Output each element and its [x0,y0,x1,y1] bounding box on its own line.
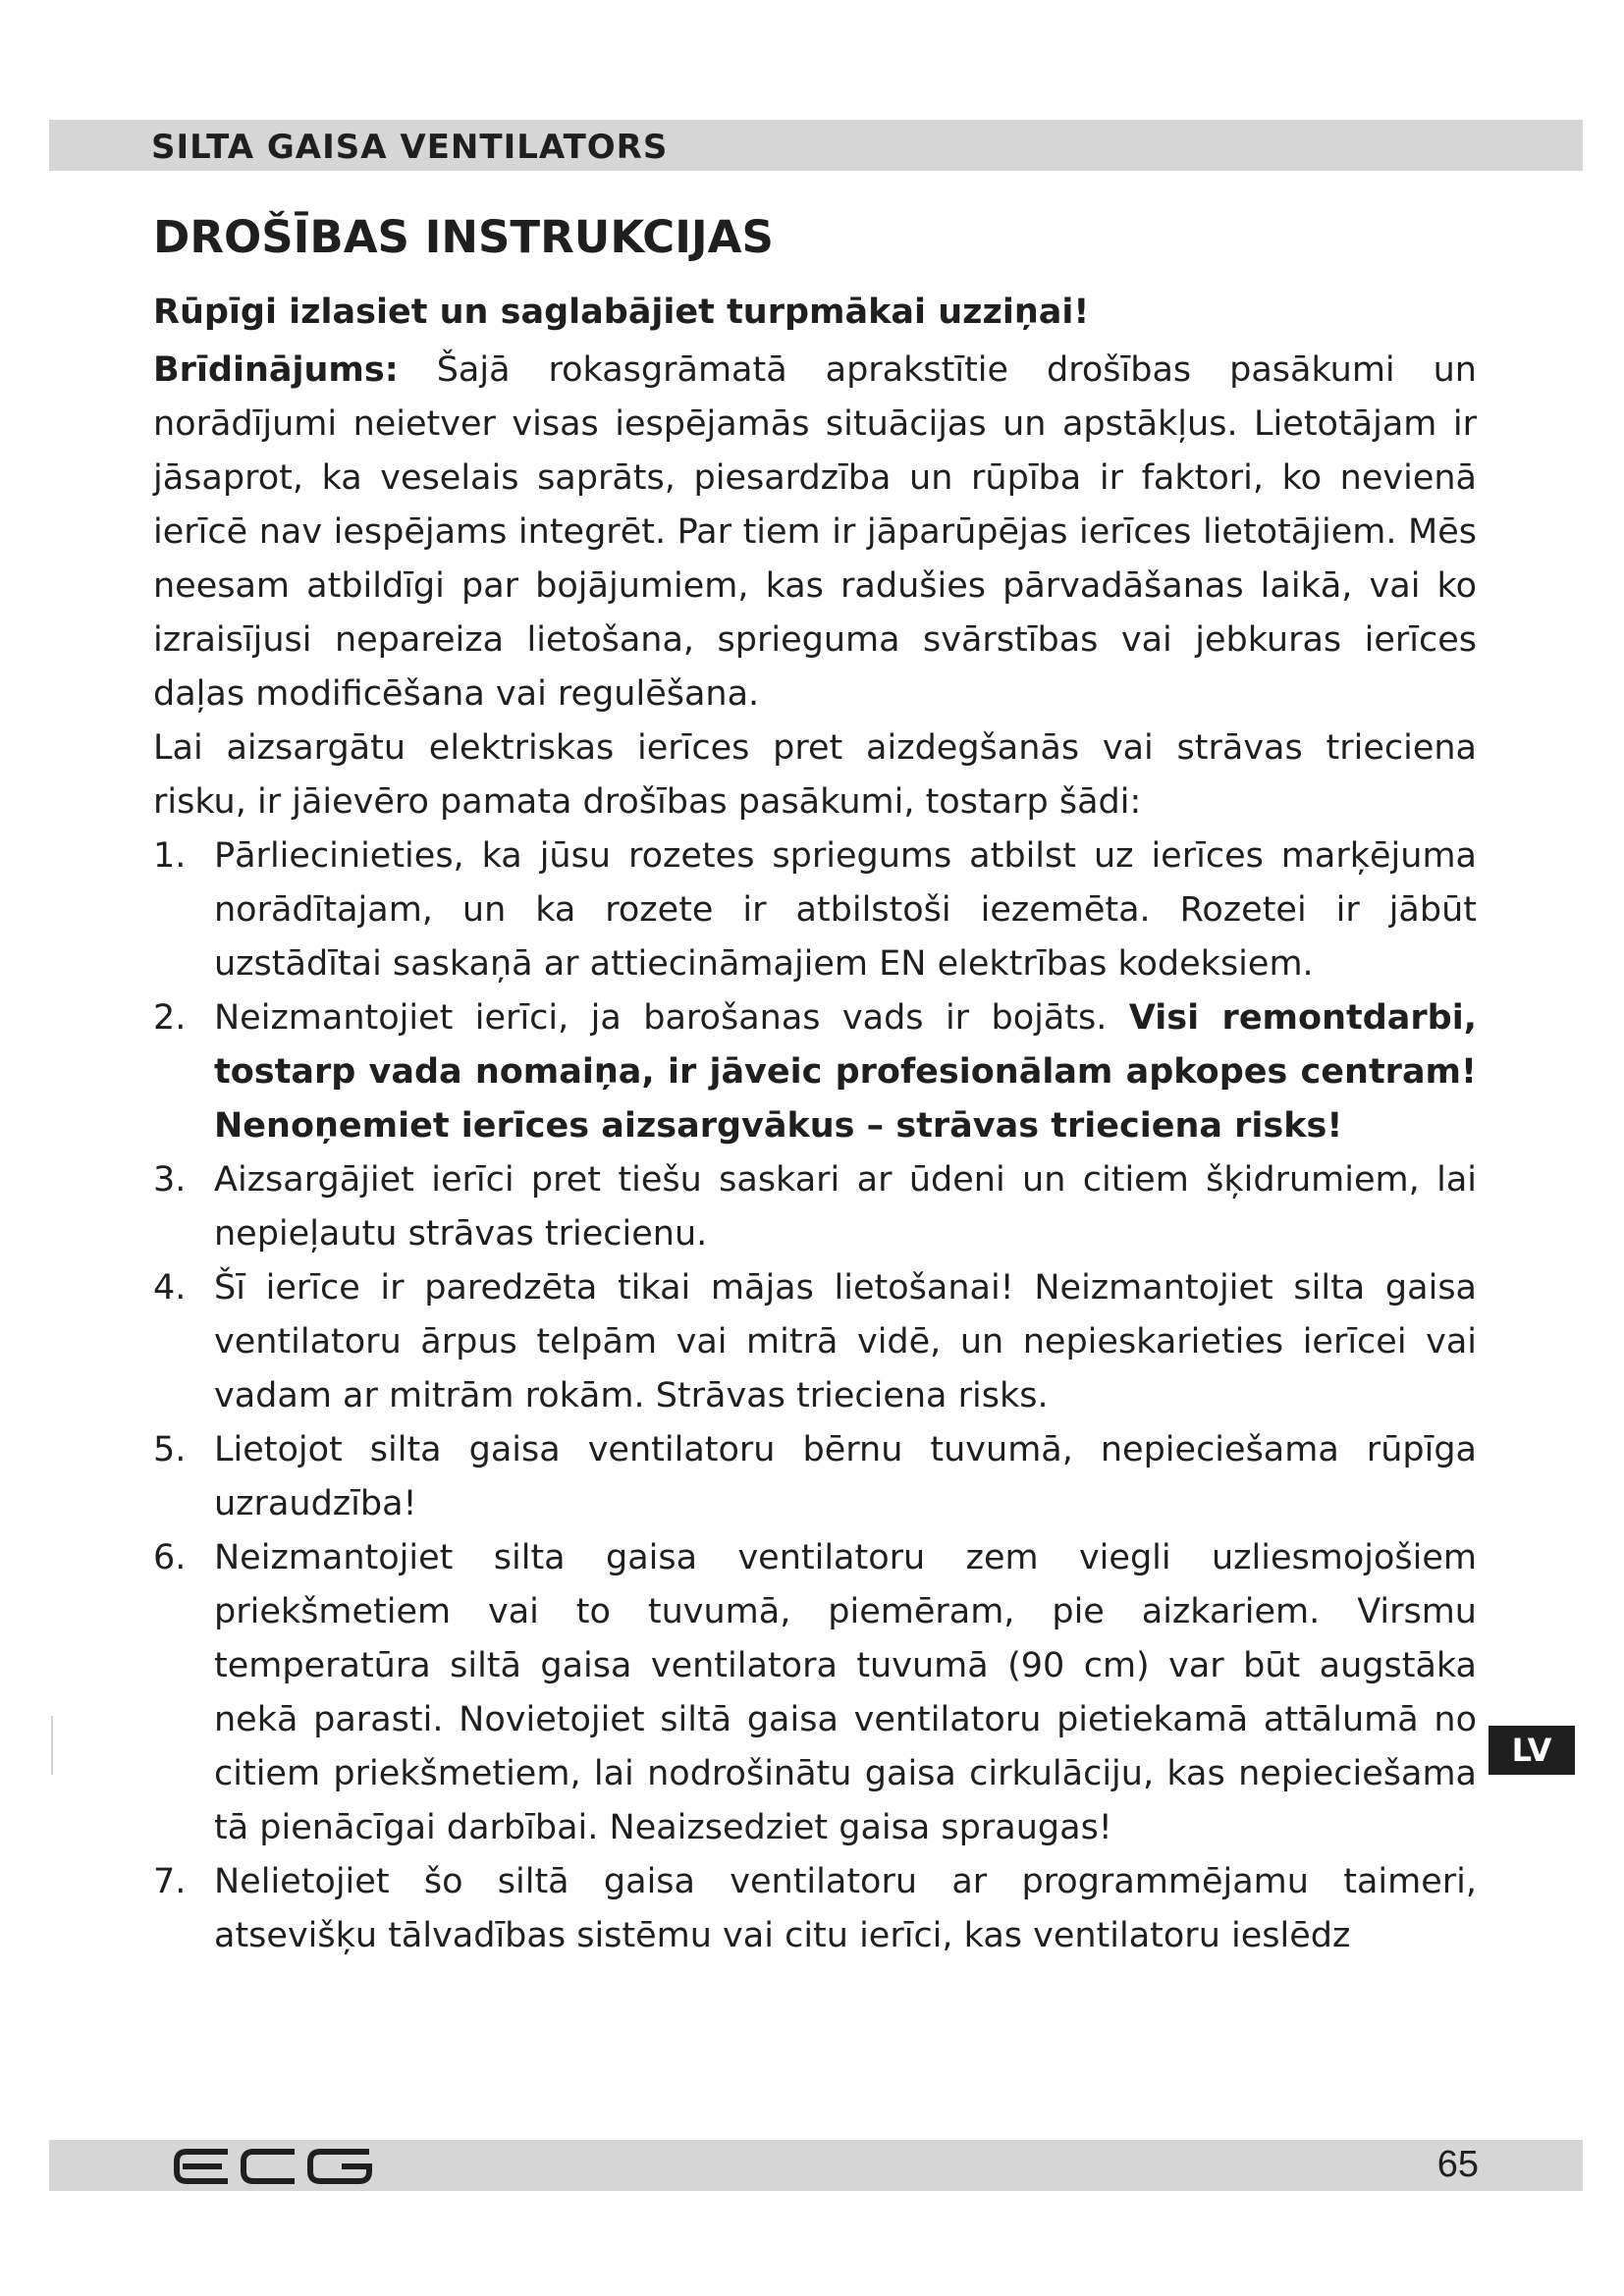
section-title: DROŠĪBAS INSTRUKCIJAS [153,211,774,263]
section-subtitle: Rūpīgi izlasiet un saglabājiet turpmākai uzziņai! [153,293,1090,332]
document-content [153,206,1477,1963]
list-item-number: 4. [153,1268,187,1308]
list-item [153,1153,1477,1261]
list-item [153,1423,1477,1531]
header-bar [49,120,1583,171]
list-item-text: Lietojot silta gaisa ventilatoru bērnu tuvumā, nepieciešama rūpīga uzraudzība! [214,1430,1477,1523]
list-item [153,1261,1477,1423]
list-item-number: 6. [153,1538,187,1577]
list-item-text: Šī ierīce ir paredzēta tikai mājas lietošanai! Neizmantojiet silta gaisa ventilatoru ārpus telpām vai mitrā vidē, un nepieskarieties ierīcei vai vadam ar mitrām rokām. Strāvas trieciena risks. [214,1268,1477,1415]
list-item [153,1855,1477,1963]
list-item-text: Neizmantojiet ierīci, ja barošanas vads ir bojāts. [214,998,1129,1038]
list-item-number: 2. [153,998,187,1038]
footer-bar [49,2140,1583,2191]
list-item-text: Neizmantojiet silta gaisa ventilatoru zem viegli uzliesmojošiem priekšmetiem vai to tuvumā, piemēram, pie aizkariem. Virsmu temperatūra siltā gaisa ventilatora tuvumā (90 cm) var būt augstāka nekā parasti. Novietojiet siltā gaisa ventilatoru pietiekamā attālumā no citiem priekšmetiem, lai nodrošinātu gaisa cirkulāciju, kas nepieciešama tā pienācīgai darbībai. Neaizsedziet gaisa spraugas! [214,1538,1477,1847]
ecg-logo [173,2148,379,2185]
list-item-text: Pārliecinieties, ka jūsu rozetes spriegums atbilst uz ierīces marķējuma norādītajam, un ka rozete ir atbilstoši iezemēta. Rozetei ir jābūt uzstādītai saskaņā ar attiecināmajiem EN elektrības kodeksiem. [214,836,1477,984]
warning-label: Brīdinājums: [153,350,399,390]
list-item-bold-text: Visi remontdarbi, tostarp vada nomaiņa, ir jāveic profesionālam apkopes centram! Nenoņemiet ierīces aizsargvākus – strāvas trieciena risks! [214,998,1477,1146]
margin-line [51,1716,53,1775]
warning-paragraph [153,344,1477,721]
list-item-text: Aizsargājiet ierīci pret tiešu saskari ar ūdeni un citiem šķidrumiem, lai nepieļautu strāvas triecienu. [214,1160,1477,1254]
list-item-number: 3. [153,1160,187,1200]
page-number: 65 [1436,2144,1479,2185]
list-item-number: 1. [153,836,187,876]
list-item-text: Nelietojiet šo siltā gaisa ventilatoru ar programmējamu taimeri, atsevišķu tālvadības sistēmu vai citu ierīci, kas ventilatoru ieslēdz [214,1862,1477,1955]
list-item [153,991,1477,1153]
warning-text: Šajā rokasgrāmatā aprakstītie drošības pasākumi un norādījumi neietver visas iespējamās situācijas un apstākļus. Lietotājam ir jāsaprot, ka veselais saprāts, piesardzība un rūpība ir faktori, ko nevienā ierīcē nav iespējams integrēt. Par tiem ir jāparūpējas ierīces lietotājiem. Mēs neesam atbildīgi par bojājumiem, kas radušies pārvadāšanas laikā, vai ko izraisījusi nepareiza lietošana, sprieguma svārstības vai jebkuras ierīces daļas modificēšana vai regulēšana. [153,350,1477,714]
intro-paragraph: Lai aizsargātu elektriskas ierīces pret aizdegšanās vai strāvas trieciena risku, ir jāievēro pamata drošības pasākumi, tostarp šādi: [153,728,1477,822]
instructions-list [153,829,1477,1963]
list-item-number: 5. [153,1430,187,1469]
list-item-number: 7. [153,1862,187,1901]
list-item [153,1531,1477,1855]
language-tab: LV [1489,1726,1575,1775]
list-item [153,829,1477,991]
header-title: SILTA GAISA VENTILATORS [151,128,669,167]
